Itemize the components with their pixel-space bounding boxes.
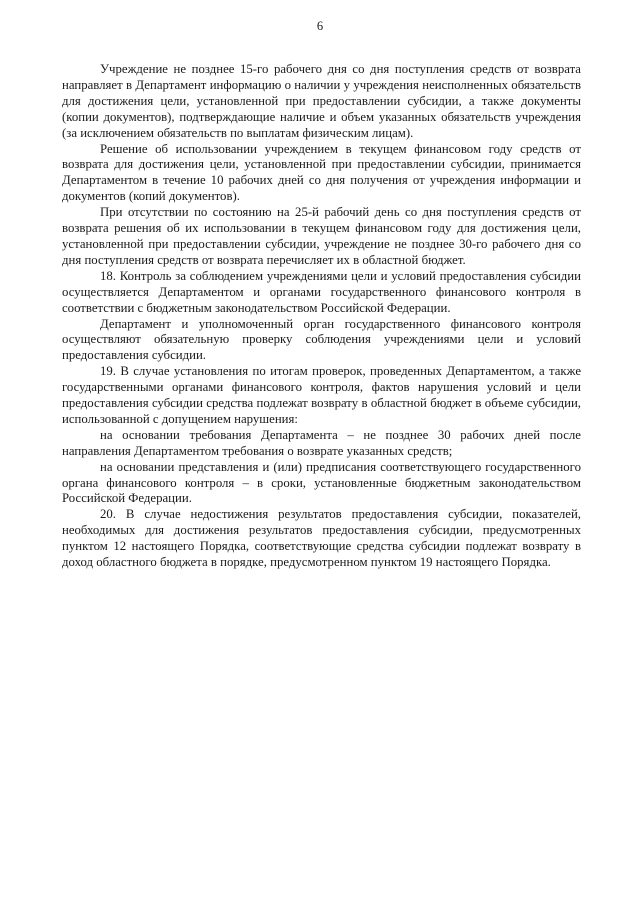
paragraph-control-body-order: на основании представления и (или) предписания соответствующего государственного органа финансового контроля – в сроки, установленные бюджетным законодательством Российской Федерации. <box>62 459 581 506</box>
paragraph-decision-on-use: Решение об использовании учреждением в текущем финансовом году средств от возврата для достижения цели, установленной при предоставлении субсидии, принимается Департаментом в течение 10 рабочих дней со дня получения от учреждения информации и документов (копий документов). <box>62 141 581 204</box>
paragraph-clause-19-violations: 19. В случае установления по итогам проверок, проведенных Департаментом, а также государственными органами финансового контроля, фактов нарушения условий и цели предоставления субсидии средства подлежат возврату в областной бюджет в объеме субсидии, использованной с допущением нарушения: <box>62 364 581 426</box>
paragraph-obligations-info: Учреждение не позднее 15-го рабочего дня со дня поступления средств от возврата направляет в Департамент информацию о наличии у учреждения неисполненных обязательств для достижения цели, установленной при предоставлении субсидии, а также документы (копии документов), подтверждающие наличие и объем указанных обязательств учреждения (за исключением обязательств по выплатам физическим лицам). <box>62 62 581 140</box>
paragraph-no-decision-transfer: При отсутствии по состоянию на 25-й рабочий день со дня поступления средств от возврата решения об их использовании в текущем финансовом году для достижения цели, установленной при предоставлении субсидии, учреждение не позднее 30-го рабочего дня со дня поступления средств от возврата перечисляет их в областной бюджет. <box>62 205 581 267</box>
paragraph-clause-20-results: 20. В случае недостижения результатов предоставления субсидии, показателей, необходимых для достижения результатов предоставления субсидии, предусмотренных пунктом 12 настоящего Порядка, соответствующие средства субсидии подлежат возврату в доход областного бюджета в порядке, предусмотренном пунктом 19 настоящего Порядка. <box>62 507 581 570</box>
page-number: 6 <box>316 19 324 33</box>
paragraph-mandatory-check: Департамент и уполномоченный орган государственного финансового контроля осуществляют обязательную проверку соблюдения учреждениями цели и условий предоставления субсидии. <box>62 316 581 363</box>
paragraph-clause-18-control: 18. Контроль за соблюдением учреждениями цели и условий предоставления субсидии осуществляется Департаментом и органами государственного финансового контроля в соответствии с бюджетным законодательством Российской Федерации. <box>62 268 581 315</box>
paragraph-department-demand: на основании требования Департамента – не позднее 30 рабочих дней после направления Департаментом требования о возврате указанных средств; <box>62 427 581 458</box>
document-body <box>62 62 581 571</box>
